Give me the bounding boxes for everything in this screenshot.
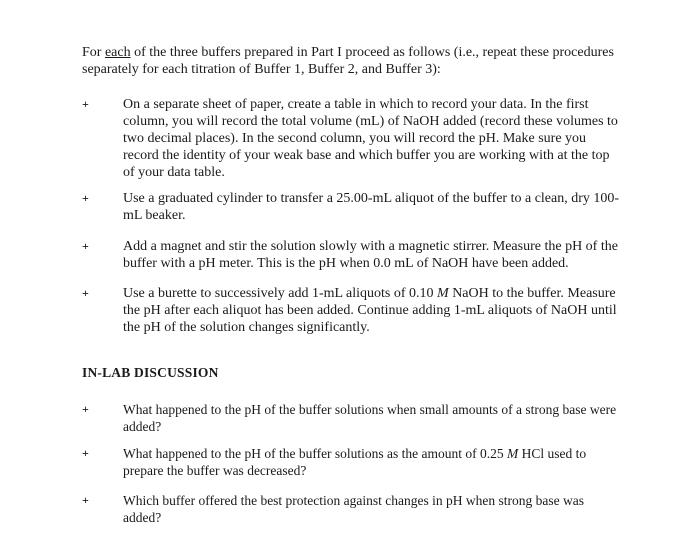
procedure-text (123, 285, 621, 336)
bullet-plus-icon: + (82, 446, 89, 460)
bullet-plus-icon: + (82, 402, 89, 416)
intro-text-rest: of the three buffers prepared in Part I proceed as follows (i.e., repeat these procedures separately for each titration of Buffer 1, Buffer 2, and Buffer 3): (82, 45, 614, 77)
intro-text-start: For (82, 45, 105, 60)
bullet-plus-icon: + (82, 97, 89, 111)
procedure-text: Use a graduated cylinder to transfer a 25.00-mL aliquot of the buffer to a clean, dry 100-mL beaker. (123, 191, 620, 223)
procedure-text: On a separate sheet of paper, create a table in which to record your data. In the first column, you will record the total volume (mL) of NaOH added (record these volumes to two decimal places). In the second column, you will record the pH. Make sure you record the identity of your weak base and which buffer you are working with at the top of your data table. (123, 97, 618, 180)
bullet-plus-icon: + (82, 493, 89, 507)
molarity-unit: M (507, 446, 519, 461)
bullet-plus-icon: + (82, 239, 89, 253)
question-text: What happened to the pH of the buffer solutions when small amounts of a strong base were added? (123, 402, 617, 434)
bullet-plus-icon: + (82, 191, 89, 205)
question-text (123, 445, 621, 479)
procedure-text: Add a magnet and stir the solution slowly with a magnetic stirrer. Measure the pH of the buffer with a pH meter. This is the pH when 0.0 mL of NaOH have been added. (123, 239, 618, 271)
intro-paragraph (82, 44, 622, 78)
question-text-start: What happened to the pH of the buffer solutions as the amount of 0.25 (123, 446, 508, 461)
procedure-text-end: NaOH to the buffer. Measure the pH after each aliquot has been added. Continue adding 1-mL aliquots of NaOH until the pH of the solution changes significantly. (123, 286, 617, 335)
section-heading: IN-LAB DISCUSSION (82, 365, 219, 380)
molarity-unit: M (437, 286, 449, 301)
question-text: Which buffer offered the best protection against changes in pH when strong base was added? (123, 493, 584, 525)
procedure-text-start: Use a burette to successively add 1-mL aliquots of 0.10 (123, 286, 438, 301)
bullet-plus-icon: + (82, 286, 89, 300)
intro-emphasis-each: each (104, 45, 131, 60)
question-text-end: HCl used to prepare the buffer was decreased? (123, 446, 587, 478)
